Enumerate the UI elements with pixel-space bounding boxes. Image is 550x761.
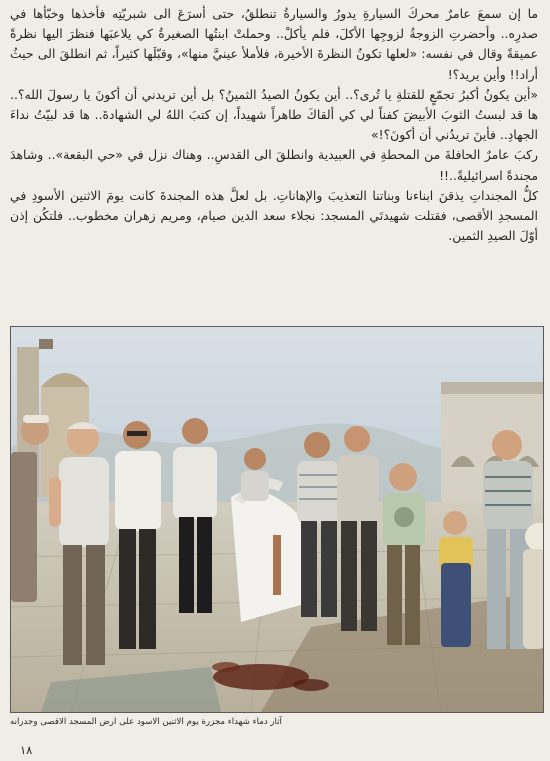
article-text [10, 4, 538, 322]
paragraph-1: ما إن سمعَ عامرٌ محركَ السيارةِ يدورُ والسيارةُ تنطلقُ، حتى أسرَعَ الى شبريّتِه فأخذها وخبّأها في صدرِه.. وأحضرتِ الزوجةُ لزوجِها الأكلَ، فلم يأكلْ.. وحملتْ ابنتُها الصغيرةُ كي يلاعبَها فنظرَ اليها نظرةً عميقةً وقال في نفسه: «لعلها تكونُ النظرةَ الأخيرة، فلأملأ عينيَّ منها»، وقبّلَها كثيراً، ثم انطلقَ الى حيثُ أراد!! وأين يريد؟! [10, 6, 538, 82]
page-number: ١٨ [20, 743, 33, 757]
photo-caption: آثار دماء شهداء مجزرة يوم الاثنين الاسود على ارض المسجد الاقصى وجدرانه [10, 717, 282, 727]
photo-illustration [11, 327, 543, 712]
paragraph-4: كلُّ المجنداتِ يذقنَ ابناءنا وبناتنا التعذيبَ والإهاناتِ. بل لعلَّ هذه المجندةَ كانت يومَ الاثنين الأسودِ في المسجدِ الأقصى، فقتلت شهيدتَي المسجد: نجلاء سعد الدين صيام، ومريم زهران مخطوب.. فلتكُن إذن أوّلَ الصيدِ الثمين. [10, 187, 538, 244]
aqsa-photo [10, 326, 544, 713]
paragraph-2: «أين يكونُ أكبرُ تجمّعٍ للقتلةِ يا تُرى؟.. أين يكونُ الصيدُ الثمينُ؟ بل أين تريدني أن أكونَ يا رسولَ الله؟.. ها قد لبستُ الثوبَ الأبيضَ كفناً لي كي ألقاكَ طاهراً شهيداً، إن كتبَ اللهُ لي الشهادةَ.. ها قد لبيّتُ نداءَ الجهادِ.. فأينَ تريدُني أن أكونَ؟!» [10, 86, 538, 143]
paragraph-3: ركبَ عامرٌ الحافلةَ من المحطةِ في العبيدية وانطلقَ الى القدسِ.. وهناك نزل في «حي البقعة».. وشاهدَ مجندةً اسرائيليةً..!! [10, 147, 538, 183]
